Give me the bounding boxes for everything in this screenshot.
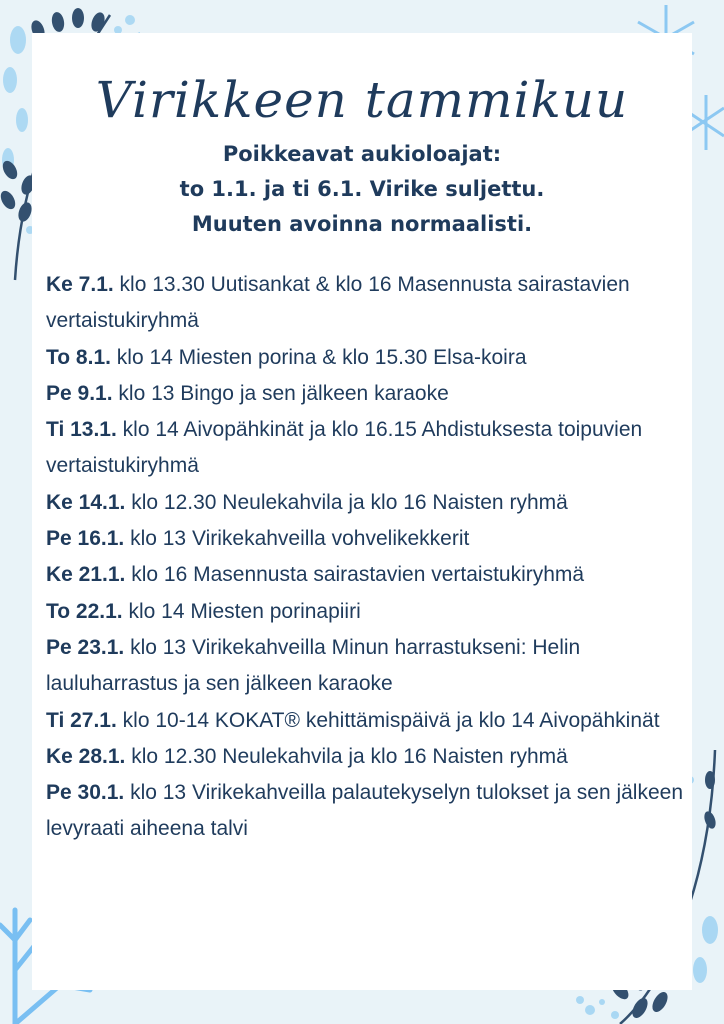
event-date: To 8.1. [46, 345, 111, 369]
event-date: Ti 13.1. [46, 418, 117, 442]
event-item [46, 594, 686, 630]
notice-line: Muuten avoinna normaalisti. [191, 212, 533, 236]
event-text: klo 10-14 KOKAT® kehittämispäivä ja klo 14 Aivopähkinät [116, 708, 660, 732]
poster-card [32, 33, 692, 990]
event-text: klo 14 Miesten porinapiiri [122, 599, 361, 623]
event-text: klo 13.30 Uutisankat & klo 16 Masennusta sairastavien vertaistukiryhmä [46, 273, 630, 333]
event-item [46, 521, 686, 557]
event-list [46, 267, 686, 848]
event-date: Ke 28.1. [46, 744, 126, 768]
event-date: Ke 14.1. [46, 490, 126, 514]
event-text: klo 14 Aivopähkinät ja klo 16.15 Ahdistuksesta toipuvien vertaistukiryhmä [46, 418, 643, 478]
event-text: klo 13 Bingo ja sen jälkeen karaoke [112, 381, 449, 405]
poster-title: Virikkeen tammikuu [95, 71, 629, 129]
event-date: Ke 7.1. [46, 273, 114, 296]
event-date: Ti 27.1. [46, 708, 117, 732]
event-item [46, 485, 686, 521]
event-item [46, 267, 686, 340]
event-text: klo 13 Virikekahveilla Minun harrastukseni: Helin lauluharrastus ja sen jälkeen karaoke [46, 635, 581, 696]
event-date: Pe 23.1. [46, 635, 125, 659]
notice-line: Poikkeavat aukioloajat: [222, 142, 502, 166]
event-item [46, 557, 686, 593]
event-item [46, 630, 686, 703]
event-text: klo 14 Miesten porina & klo 15.30 Elsa-koira [110, 345, 527, 369]
event-text: klo 13 Virikekahveilla vohvelikekkerit [124, 527, 470, 551]
event-item [46, 376, 686, 412]
event-text: klo 16 Masennusta sairastavien vertaistukiryhmä [125, 563, 585, 587]
event-date: Pe 16.1. [46, 527, 125, 551]
event-item [46, 412, 686, 485]
event-text: klo 13 Virikekahveilla palautekyselyn tulokset ja sen jälkeen levyraati aiheena talvi [46, 781, 684, 841]
opening-hours-notice [32, 137, 692, 242]
event-date: Ke 21.1. [46, 563, 126, 587]
event-date: Pe 9.1. [46, 381, 113, 405]
notice-line: to 1.1. ja ti 6.1. Virike suljettu. [179, 177, 545, 201]
event-item [46, 340, 686, 376]
event-date: Pe 30.1. [46, 781, 125, 805]
event-item [46, 703, 686, 739]
event-text: klo 12.30 Neulekahvila ja klo 16 Naisten ryhmä [125, 490, 568, 514]
event-date: To 22.1. [46, 599, 123, 623]
event-item [46, 739, 686, 775]
event-text: klo 12.30 Neulekahvila ja klo 16 Naisten ryhmä [125, 744, 568, 768]
event-item [46, 775, 686, 848]
